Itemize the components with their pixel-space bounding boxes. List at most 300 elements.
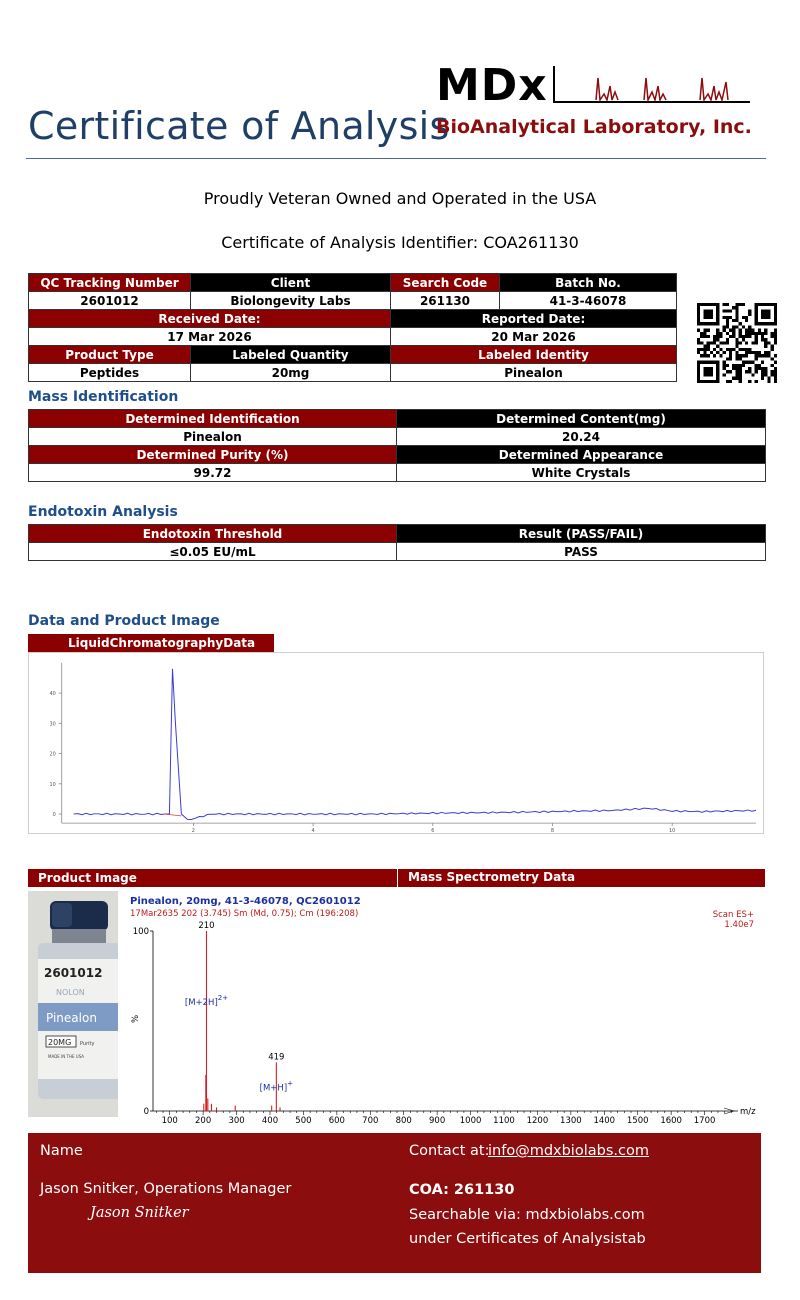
qr-module [764,351,767,354]
qr-module [723,351,726,354]
qr-module [771,332,774,335]
qr-module [726,370,729,373]
qr-module [771,345,774,348]
qr-module [735,373,738,376]
qr-module [774,341,777,344]
labeled-quantity-value: 20mg [191,364,391,382]
ms-x-tick-label: 400 [261,1116,279,1126]
qr-module [716,329,719,332]
client-label: Client [191,274,391,292]
qr-module [726,338,729,341]
qr-module [764,354,767,357]
ms-title: Pinealon, 20mg, 41-3-46078, QC2601012 [130,896,361,907]
qr-module [767,341,770,344]
qr-module [748,361,751,364]
qr-module [735,313,738,316]
endotoxin-threshold-label: Endotoxin Threshold [29,525,397,543]
qr-module [729,354,732,357]
qr-module [774,380,777,383]
received-date-label: Received Date: [29,310,391,328]
qr-module [745,332,748,335]
qr-module [761,377,764,380]
qr-module [774,335,777,338]
company-name: BioAnalytical Laboratory, Inc. [436,116,752,138]
qr-module [739,364,742,367]
qr-module [723,364,726,367]
qr-module [761,354,764,357]
ms-x-tick-label: 1400 [593,1116,616,1126]
tagline: Proudly Veteran Owned and Operated in the USA [203,189,597,208]
labeled-quantity-label: Labeled Quantity [191,346,391,364]
qr-module [742,335,745,338]
qr-module [697,348,700,351]
determined-content-label: Determined Content(mg) [397,410,766,428]
labeled-identity-label: Labeled Identity [391,346,677,364]
qr-module [713,348,716,351]
qr-module [707,329,710,332]
qr-module [751,341,754,344]
ms-scan-label: Scan ES+ [712,910,754,920]
qr-module [713,341,716,344]
data-and-product-heading: Data and Product Image [28,613,220,629]
qr-module [703,351,706,354]
qr-module [745,348,748,351]
qr-module [739,341,742,344]
ms-ion-charge: 2+ [217,994,229,1002]
qr-module [758,351,761,354]
qr-module [697,341,700,344]
qr-module [748,329,751,332]
qr-module [758,367,761,370]
qr-module [771,348,774,351]
ms-x-tick-label: 700 [362,1116,379,1126]
qr-module [742,316,745,319]
qr-module [735,316,738,319]
qr-module [697,338,700,341]
lc-y-tick-label: 0 [52,812,56,819]
qr-module [755,367,758,370]
qr-module [723,373,726,376]
ms-x-tick-label: 1600 [660,1116,682,1126]
qr-module [748,332,751,335]
qr-module [755,341,758,344]
qr-module [748,335,751,338]
certificates-tab-note: under Certificates of Analysistab [409,1231,646,1247]
mass-spectrum [128,893,760,1126]
qr-finder-top-left-center [703,309,713,319]
reported-date-value: 20 Mar 2026 [391,328,677,346]
qr-module [697,351,700,354]
qr-module [735,377,738,380]
ms-x-tick-label: 1500 [626,1116,649,1126]
qr-module [729,380,732,383]
qr-module [726,364,729,367]
ms-x-tick-label: 200 [195,1116,212,1126]
qr-module [748,370,751,373]
qr-module [751,373,754,376]
qr-module [739,303,742,306]
search-code-label: Search Code [391,274,500,292]
signatory-name: Jason Snitker, Operations Manager [40,1181,292,1197]
qr-module [723,367,726,370]
qr-module [764,332,767,335]
footer-name-label: Name [40,1143,83,1159]
ms-data-label: Mass Spectrometry Data [408,870,576,884]
lc-x-tick-label: 6 [431,828,435,834]
qc-tracking-value: 2601012 [29,292,191,310]
qr-module [719,354,722,357]
mass-identification-table [28,409,766,482]
signature: Jason Snitker [90,1205,189,1221]
ms-scan-value: 1.40e7 [724,920,754,930]
qr-module [716,338,719,341]
qr-module [751,332,754,335]
qr-module [739,332,742,335]
product-type-label: Product Type [29,346,191,364]
qr-module [726,348,729,351]
page-title: Certificate of Analysis [28,104,450,148]
qr-module [739,380,742,383]
lc-trace [74,669,756,820]
qr-module [700,335,703,338]
qr-module [748,380,751,383]
qr-module [751,329,754,332]
footer-coa-number: COA: 261130 [409,1182,515,1198]
qr-module [764,370,767,373]
qr-module [748,367,751,370]
qr-module [732,306,735,309]
qr-module [719,335,722,338]
ms-x-tick-label: 100 [161,1116,178,1126]
qr-module [774,361,777,364]
qr-module [774,338,777,341]
ms-x-tick-label: 600 [328,1116,345,1126]
qr-module [742,348,745,351]
ms-subtitle: 17Mar2635 202 (3.745) Sm (Md, 0.75); Cm (196:208) [130,909,359,919]
endotoxin-heading: Endotoxin Analysis [28,504,178,520]
qr-module [729,351,732,354]
ms-y-tick-label: 100 [132,927,149,937]
lc-integration-baseline [163,814,181,816]
qr-module [761,370,764,373]
qr-module [726,309,729,312]
svg-text:Purity: Purity [80,1041,95,1047]
qr-module [739,377,742,380]
endotoxin-result-label: Result (PASS/FAIL) [397,525,766,543]
qr-module [739,354,742,357]
qr-module [726,319,729,322]
qr-module [742,325,745,328]
ms-x-tick-label: 1300 [560,1116,582,1126]
qr-module [764,373,767,376]
qr-module [719,348,722,351]
qr-module [739,348,742,351]
ms-x-label: m/z [740,1107,756,1117]
vial-product-name: Pinealon [46,1011,97,1025]
searchable-via: Searchable via: mdxbiolabs.com [409,1207,645,1223]
search-code-value: 261130 [391,292,500,310]
determined-purity-label: Determined Purity (%) [29,446,397,464]
qr-module [735,351,738,354]
determined-identification-label: Determined Identification [29,410,397,428]
qr-module [703,354,706,357]
qr-module [748,351,751,354]
ms-x-tick-label: 800 [395,1116,412,1126]
qr-module [758,332,761,335]
ms-x-tick-label: 1100 [493,1116,515,1126]
endotoxin-threshold-value: ≤0.05 EU/mL [29,543,397,561]
qr-module [748,313,751,316]
lc-x-tick-label: 4 [311,828,315,834]
batch-value: 41-3-46078 [500,292,677,310]
qr-module [726,316,729,319]
qr-module [707,354,710,357]
qr-module [739,373,742,376]
qr-module [713,354,716,357]
qr-module [726,341,729,344]
qr-module [729,370,732,373]
labeled-identity-value: Pinealon [391,364,677,382]
contact-label: Contact at: [409,1143,490,1159]
qr-module [767,377,770,380]
batch-label: Batch No. [500,274,677,292]
qr-module [742,303,745,306]
qr-module [758,329,761,332]
received-date-value: 17 Mar 2026 [29,328,391,346]
qr-module [771,364,774,367]
qr-module [726,303,729,306]
lc-y-tick-label: 20 [49,751,56,758]
ms-y-tick-label: 0 [143,1107,149,1117]
qr-module [764,341,767,344]
header-divider [26,158,766,159]
qr-module [700,348,703,351]
vial-code: 2601012 [44,966,103,980]
svg-text:NOLON: NOLON [56,988,85,997]
ms-x-tick-label: 1700 [693,1116,716,1126]
determined-identification-value: Pinealon [29,428,397,446]
qr-module [723,316,726,319]
qr-module [707,335,710,338]
qr-module [729,316,732,319]
qr-finder-bottom-left-center [703,367,713,377]
product-vial-image [28,891,118,1117]
qr-module [726,380,729,383]
vial-quantity: 20MG [48,1038,72,1047]
qr-module [751,361,754,364]
qr-module [713,338,716,341]
qr-module [745,370,748,373]
qr-module [713,335,716,338]
qr-module [742,338,745,341]
qr-module [745,351,748,354]
qr-module [732,335,735,338]
qr-module [703,348,706,351]
lc-chromatogram [28,652,764,834]
ms-ion-charge: + [287,1079,294,1088]
contact-email-link[interactable]: info@mdxbiolabs.com [488,1143,649,1159]
qr-module [735,364,738,367]
qr-module [703,335,706,338]
determined-content-value: 20.24 [397,428,766,446]
client-value: Biolongevity Labs [191,292,391,310]
qr-module [710,341,713,344]
qr-module [735,319,738,322]
ms-x-tick-label: 1000 [459,1116,482,1126]
qr-module [732,329,735,332]
qr-module [739,329,742,332]
qr-module [729,335,732,338]
qr-module [726,325,729,328]
qr-module [761,361,764,364]
qr-module [729,329,732,332]
qr-module [742,361,745,364]
qr-module [716,332,719,335]
qr-module [735,338,738,341]
qr-module [755,380,758,383]
qr-module [755,335,758,338]
qr-module [735,345,738,348]
qr-module [774,329,777,332]
ms-y-label: % [131,1014,141,1023]
company-logo-text: MDx [436,60,548,111]
qr-module [732,367,735,370]
qr-module [745,316,748,319]
qr-module [758,354,761,357]
qr-module [748,325,751,328]
footer [28,1133,761,1273]
lc-y-tick-label: 30 [49,721,56,728]
qr-module [774,377,777,380]
qr-module [739,322,742,325]
mass-identification-heading: Mass Identification [28,389,179,405]
qr-finder-top-right-center [761,309,771,319]
qr-module [700,354,703,357]
qr-module [764,338,767,341]
lc-data-label: LiquidChromatographyData [28,634,274,652]
qr-module [761,335,764,338]
qr-module [755,357,758,360]
qr-module [764,345,767,348]
qr-module [723,361,726,364]
qr-module [697,329,700,332]
ms-ion-annotation: [M+H]+ [259,1079,294,1094]
product-image-label: Product Image [38,871,137,885]
qr-module [735,309,738,312]
qr-module [774,354,777,357]
qr-module [767,351,770,354]
ms-x-tick-label: 1200 [526,1116,549,1126]
qr-module [735,306,738,309]
qr-module [771,335,774,338]
qr-module [774,367,777,370]
qr-module [726,357,729,360]
qr-module [732,348,735,351]
qr-module [755,370,758,373]
lc-x-tick-label: 2 [191,828,195,834]
qr-module [703,345,706,348]
bar-divider [397,869,398,887]
qr-module [774,332,777,335]
qr-module [735,325,738,328]
qr-module [700,332,703,335]
qr-module [735,354,738,357]
qr-module [748,348,751,351]
coa-identifier: Certificate of Analysis Identifier: COA261130 [221,233,579,252]
qr-module [723,303,726,306]
qr-module [745,335,748,338]
qr-module [767,380,770,383]
qr-module [767,354,770,357]
qr-module [739,357,742,360]
qr-module [774,373,777,376]
qr-module [735,341,738,344]
qr-module [755,351,758,354]
endotoxin-result-value: PASS [397,543,766,561]
ms-x-tick-label: 900 [429,1116,446,1126]
qr-module [742,354,745,357]
qr-module [755,364,758,367]
qr-module [729,357,732,360]
qr-module [732,364,735,367]
ms-peak-label: 419 [268,1052,285,1063]
determined-purity-value: 99.72 [29,464,397,482]
qr-module [771,357,774,360]
qr-module [732,319,735,322]
lc-x-tick-label: 10 [669,828,676,834]
qr-module [732,332,735,335]
qr-module [719,341,722,344]
qr-module [735,357,738,360]
qr-module [755,354,758,357]
qr-module [726,332,729,335]
qr-module [723,329,726,332]
qr-module [703,329,706,332]
ms-x-tick-label: 500 [295,1116,312,1126]
qr-module [748,309,751,312]
qr-module [723,341,726,344]
qc-tracking-label: QC Tracking Number [29,274,191,292]
lc-y-tick-label: 10 [49,781,56,788]
qr-module [755,338,758,341]
qr-module [719,332,722,335]
qr-module [745,354,748,357]
qr-module [703,332,706,335]
qr-module [761,373,764,376]
product-type-value: Peptides [29,364,191,382]
qr-module [739,367,742,370]
determined-appearance-value: White Crystals [397,464,766,482]
qr-module [774,370,777,373]
qr-module [723,309,726,312]
qr-module [745,341,748,344]
logo-spectrum-graphic [552,64,752,106]
qr-code[interactable] [697,303,777,383]
qr-module [751,351,754,354]
qr-module [739,370,742,373]
determined-appearance-label: Determined Appearance [397,446,766,464]
endotoxin-table [28,524,766,561]
svg-text:MADE IN THE USA: MADE IN THE USA [48,1054,85,1059]
qr-module [716,351,719,354]
reported-date-label: Reported Date: [391,310,677,328]
ms-ion-annotation: $[M+2H]^{2+}$ [184,994,229,1008]
qr-module [707,345,710,348]
qr-module [771,373,774,376]
lc-y-tick-label: 40 [49,691,56,698]
qr-module [723,325,726,328]
qr-module [764,367,767,370]
